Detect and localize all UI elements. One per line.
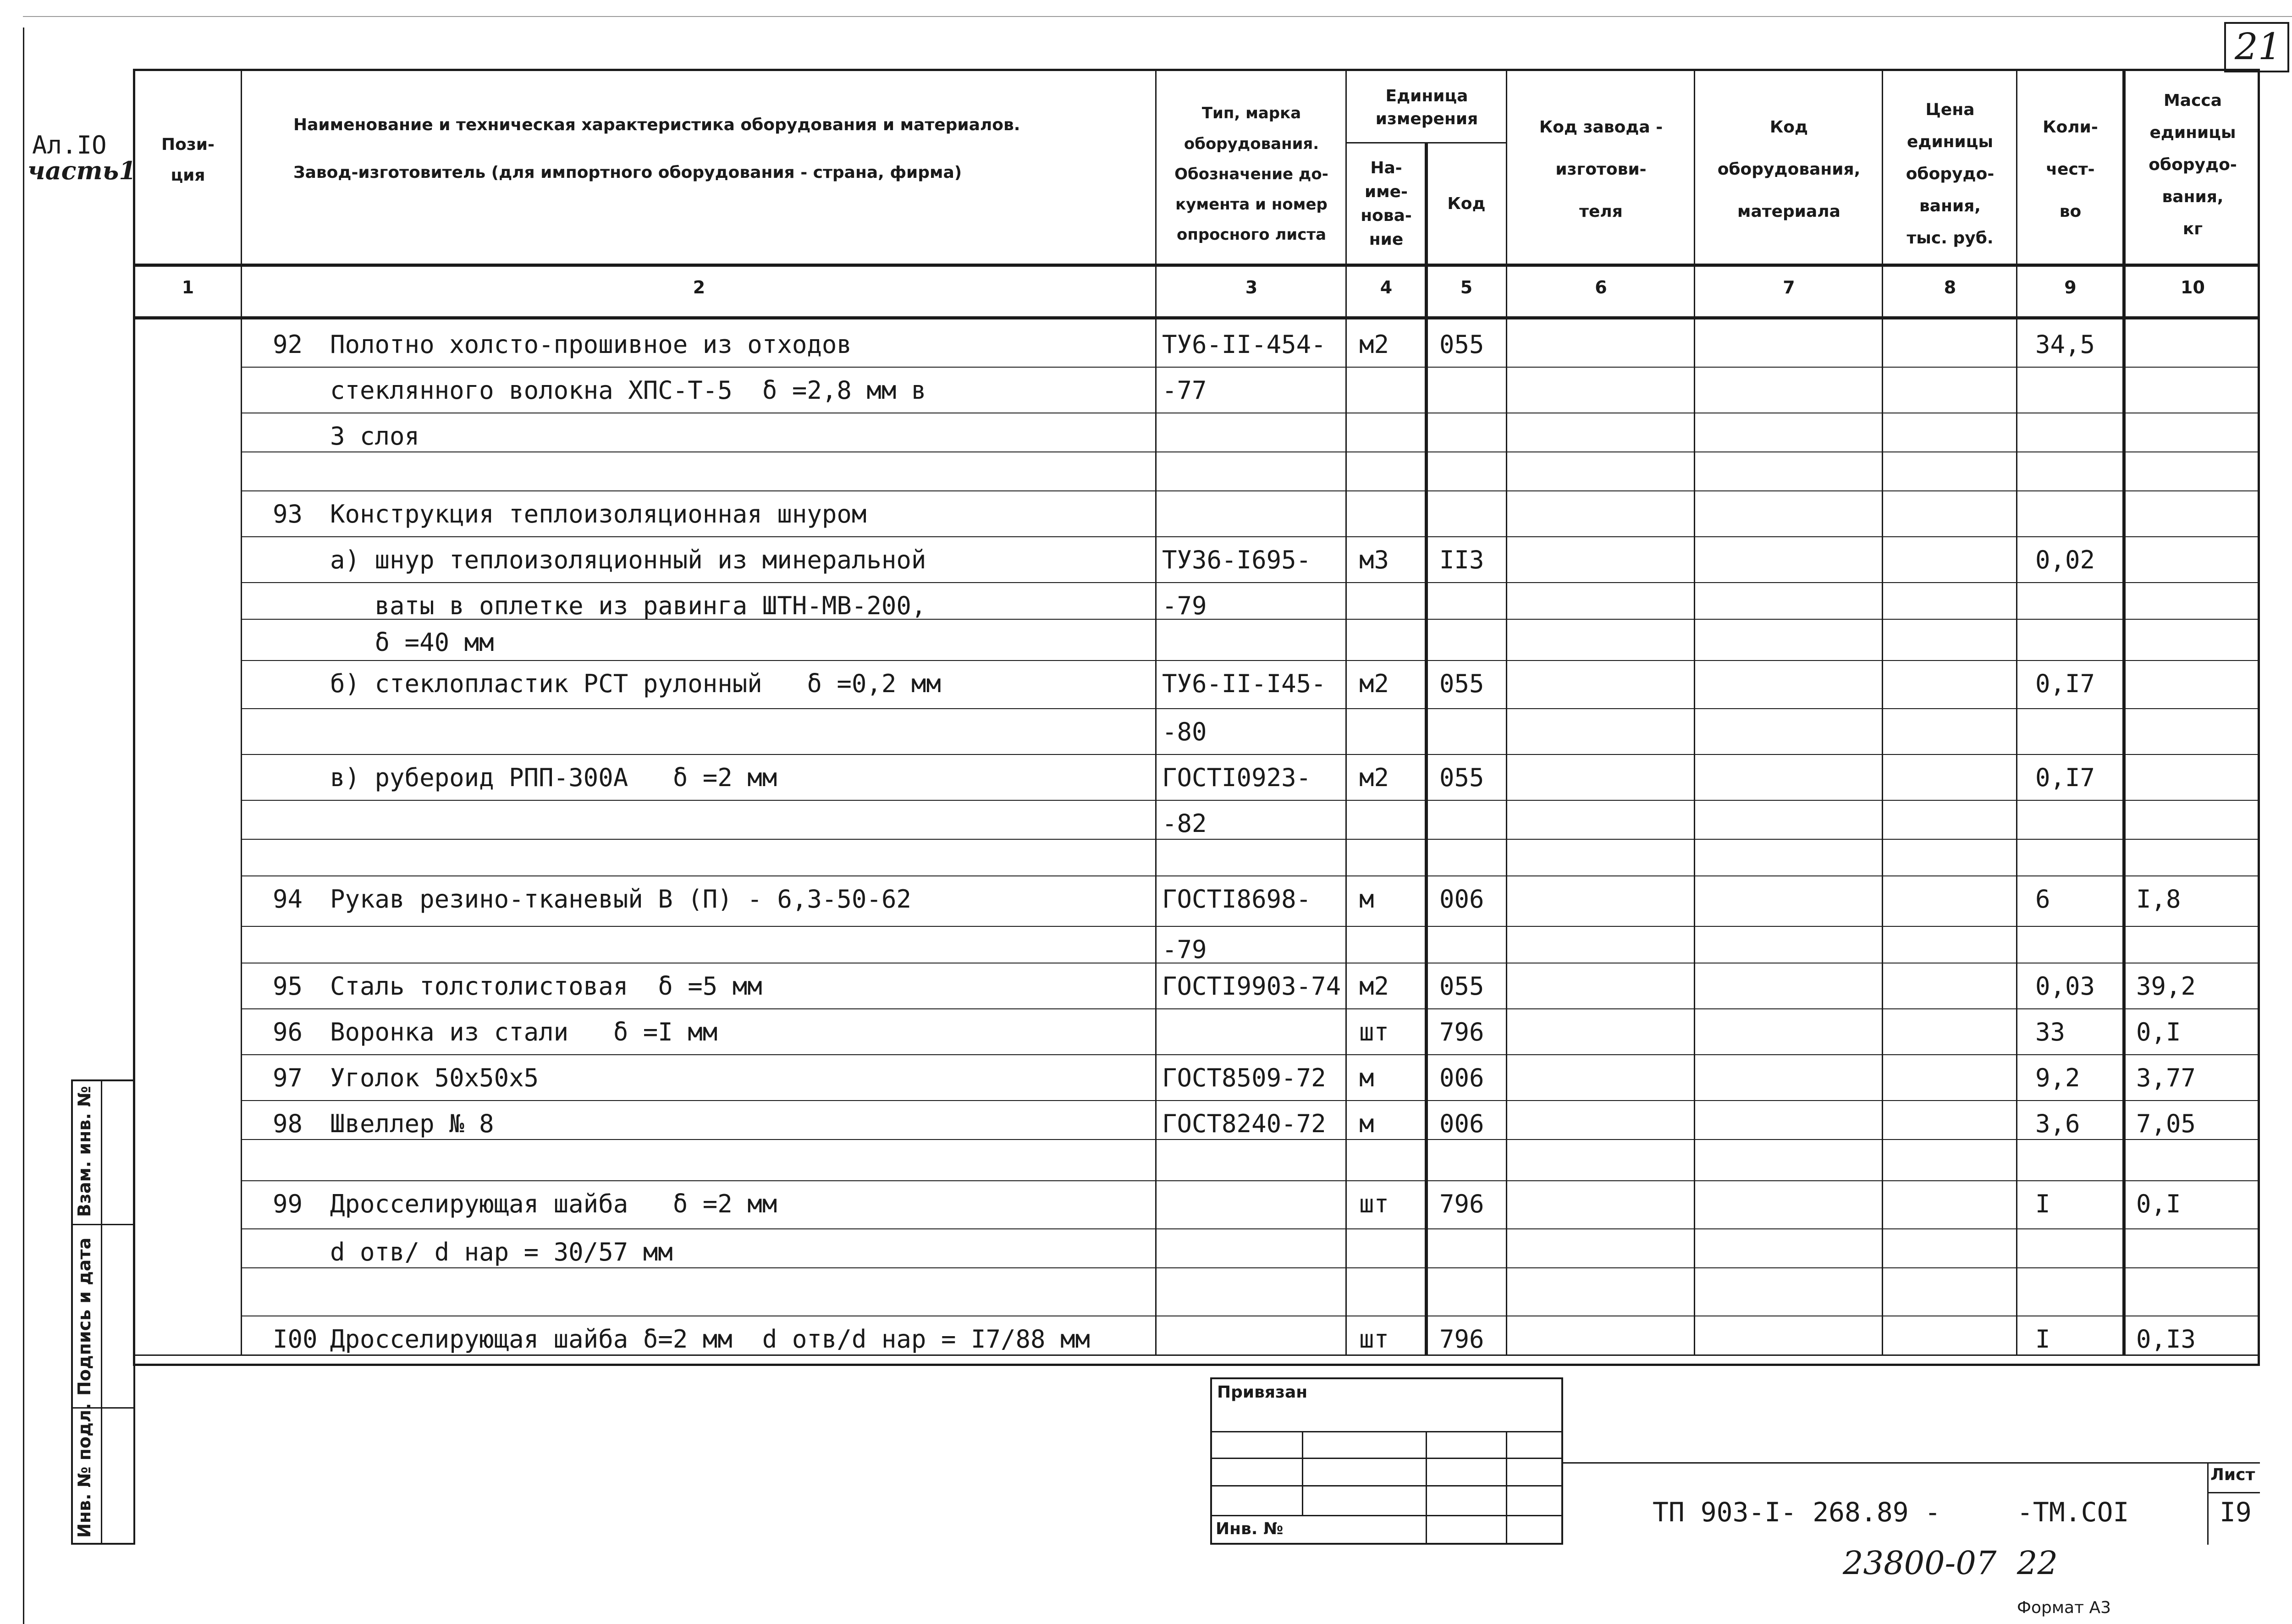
- row-name-cell: Конструкция теплоизоляционная шнуром: [330, 500, 867, 528]
- stamp-inv-label: Инв. №: [1216, 1519, 1284, 1538]
- row-name-cell: Швеллер № 8: [330, 1109, 494, 1138]
- stamp-line-c: [1210, 1485, 1563, 1486]
- row-type-cell: ГОСТ8509-72: [1162, 1063, 1326, 1092]
- colnum-2: 2: [693, 277, 705, 297]
- header-unit-group: Единица измерения: [1375, 86, 1478, 128]
- header-unit-name: На- име- нова- ние: [1361, 158, 1412, 249]
- colnum-5: 5: [1460, 277, 1473, 297]
- row-unit-cell: м: [1359, 1063, 1374, 1092]
- row-qty-cell: 0,03: [2035, 972, 2095, 1001]
- row-pos-cell: 97: [273, 1063, 303, 1092]
- stamp-line-d: [1210, 1515, 1563, 1516]
- stamp-line-a: [1210, 1431, 1563, 1432]
- stamp-vline-c: [1506, 1431, 1507, 1545]
- row-unit-cell: м: [1359, 885, 1374, 914]
- row-pos-cell: 95: [273, 972, 303, 1001]
- row-unit-cell: шт: [1359, 1325, 1389, 1354]
- row-code-cell: 055: [1439, 669, 1484, 698]
- colnum-1: 1: [182, 277, 194, 297]
- row-code-cell: 055: [1439, 763, 1484, 792]
- col-divider-5: [1506, 69, 1507, 1354]
- row-divider: [241, 1180, 2260, 1181]
- row-name-cell: ваты в оплетке из равинга ШТН-МВ-200,: [330, 591, 926, 620]
- row-name-cell: Сталь толстолистовая δ =5 мм: [330, 972, 762, 1001]
- row-pos-cell: 96: [273, 1018, 303, 1046]
- row-name-cell: б) стеклопластик РСТ рулонный δ =0,2 мм: [330, 669, 941, 698]
- side-stamp-podpis: Подпись и дата: [74, 1237, 94, 1396]
- col-divider-2: [1155, 69, 1157, 1354]
- row-type-cell: ГОСТ8240-72: [1162, 1109, 1326, 1138]
- row-qty-cell: 3,6: [2035, 1109, 2080, 1138]
- row-type-cell: -82: [1162, 809, 1207, 838]
- row-type-cell: ТУ6-II-I45-: [1162, 669, 1326, 698]
- row-type-cell: ГОСТI9903-74: [1162, 972, 1341, 1001]
- row-name-cell: d отв/ d нар = 30/57 мм: [330, 1238, 673, 1266]
- header-price: Цена единицы оборудо- вания, тыс. руб.: [1906, 100, 1994, 248]
- stamp-doc-code-left: ТП 903-I- 268.89 -: [1653, 1497, 1941, 1528]
- format-label: Формат А3: [2017, 1598, 2111, 1617]
- header-type: Тип, марка оборудования. Обозначение до- кумента и номер опросного листа: [1174, 104, 1328, 244]
- row-unit-cell: м2: [1359, 763, 1389, 792]
- row-qty-cell: 0,I7: [2035, 763, 2095, 792]
- row-unit-cell: м3: [1359, 545, 1389, 574]
- row-pos-cell: 99: [273, 1189, 303, 1218]
- row-name-cell: Рукав резино-тканевый В (П) - 6,3-50-62: [330, 885, 911, 914]
- col-divider-1: [241, 69, 242, 1354]
- row-qty-cell: 9,2: [2035, 1063, 2080, 1092]
- side-stamp-line-a: [71, 1224, 135, 1225]
- row-type-cell: -79: [1162, 935, 1207, 964]
- side-label-part: часть1: [28, 156, 136, 185]
- row-mass-cell: 3,77: [2136, 1063, 2196, 1092]
- row-name-cell: δ =40 мм: [330, 628, 494, 657]
- row-unit-cell: м2: [1359, 330, 1389, 359]
- row-code-cell: 006: [1439, 885, 1484, 914]
- row-code-cell: 006: [1439, 1109, 1484, 1138]
- header-equip-code: Код оборудования, материала: [1717, 118, 1861, 221]
- row-type-cell: ТУ36-I695-: [1162, 545, 1311, 574]
- row-name-cell: а) шнур теплоизоляционный из минеральной: [330, 545, 926, 574]
- row-type-cell: -77: [1162, 376, 1207, 405]
- col-divider-7: [1882, 69, 1883, 1354]
- colnum-3: 3: [1245, 277, 1258, 297]
- row-divider: [241, 451, 2260, 452]
- col-divider-3: [1345, 69, 1347, 1354]
- row-divider: [241, 536, 2260, 537]
- side-stamp-inner-line: [101, 1079, 102, 1545]
- header-bottom-line: [133, 264, 2260, 267]
- table-body-bottom-line: [133, 1354, 2260, 1356]
- row-type-cell: -79: [1162, 591, 1207, 620]
- row-name-cell: в) рубероид РПП-300А δ =2 мм: [330, 763, 777, 792]
- row-pos-cell: I00: [273, 1325, 318, 1354]
- row-type-cell: -80: [1162, 717, 1207, 746]
- row-code-cell: 055: [1439, 330, 1484, 359]
- row-name-cell: стеклянного волокна ХПС-Т-5 δ =2,8 мм в: [330, 376, 926, 405]
- colnum-bottom-line: [133, 316, 2260, 319]
- colnum-6: 6: [1595, 277, 1607, 297]
- row-mass-cell: 0,I: [2136, 1018, 2181, 1046]
- row-type-cell: ГОСТI8698-: [1162, 885, 1311, 914]
- row-divider: [241, 367, 2260, 368]
- stamp-doc-code-right: -ТМ.COI: [2017, 1497, 2129, 1528]
- row-code-cell: 055: [1439, 972, 1484, 1001]
- row-mass-cell: 0,I3: [2136, 1325, 2196, 1354]
- row-qty-cell: 0,I7: [2035, 669, 2095, 698]
- header-name: Наименование и техническая характеристика оборудования и материалов. Завод-изготовитель (для импортного оборудования - страна, фирма): [293, 115, 1020, 182]
- row-mass-cell: 7,05: [2136, 1109, 2196, 1138]
- side-stamp-inv-podl: Инв. № подл.: [74, 1403, 94, 1538]
- colnum-8: 8: [1944, 277, 1956, 297]
- stamp-sheet-label: Лист: [2210, 1465, 2255, 1484]
- sheet-left-border: [23, 28, 24, 1624]
- header-mass: Масса единицы оборудо- вания, кг: [2149, 91, 2237, 239]
- row-divider: [241, 1139, 2260, 1140]
- row-qty-cell: I: [2035, 1189, 2050, 1218]
- header-position: Пози- ция: [161, 135, 215, 185]
- header-unit-code: Код: [1447, 194, 1486, 213]
- header-maker-code: Код завода - изготови- теля: [1539, 118, 1663, 221]
- row-divider: [241, 1267, 2260, 1268]
- row-pos-cell: 94: [273, 885, 303, 914]
- row-mass-cell: 39,2: [2136, 972, 2196, 1001]
- col-divider-8: [2016, 69, 2017, 1354]
- row-name-cell: Дросселирующая шайба δ=2 мм d отв/d нар = I7/88 мм: [330, 1325, 1091, 1354]
- row-code-cell: 796: [1439, 1325, 1484, 1354]
- row-unit-cell: м: [1359, 1109, 1374, 1138]
- row-divider: [241, 754, 2260, 755]
- row-name-cell: Воронка из стали δ =I мм: [330, 1018, 718, 1046]
- colnum-9: 9: [2064, 277, 2077, 297]
- row-name-cell: Уголок 50х50х5: [330, 1063, 539, 1092]
- row-code-cell: 796: [1439, 1189, 1484, 1218]
- row-divider: [241, 660, 2260, 661]
- row-divider: [241, 490, 2260, 491]
- row-type-cell: ГОСТI0923-: [1162, 763, 1311, 792]
- row-mass-cell: I,8: [2136, 885, 2181, 914]
- handwritten-archive-number: 23800-07 22: [1843, 1544, 2058, 1582]
- colnum-10: 10: [2181, 277, 2205, 297]
- row-divider: [241, 1054, 2260, 1055]
- header-qty: Коли- чест- во: [2043, 118, 2098, 221]
- row-pos-cell: 92: [273, 330, 303, 359]
- row-name-cell: Дросселирующая шайба δ =2 мм: [330, 1189, 777, 1218]
- stamp-sheet-number: I9: [2220, 1497, 2252, 1528]
- row-qty-cell: 33: [2035, 1018, 2066, 1046]
- stamp-sheet-divider: [2207, 1462, 2209, 1545]
- col-divider-9: [2122, 69, 2126, 1354]
- colnum-7: 7: [1783, 277, 1795, 297]
- stamp-sheet-line: [2207, 1492, 2260, 1493]
- row-divider: [241, 1228, 2260, 1229]
- row-unit-cell: шт: [1359, 1189, 1389, 1218]
- row-name-cell: Полотно холсто-прошивное из отходов: [330, 330, 852, 359]
- col-divider-4: [1425, 142, 1428, 1354]
- row-code-cell: 006: [1439, 1063, 1484, 1092]
- row-qty-cell: 6: [2035, 885, 2050, 914]
- row-divider: [241, 875, 2260, 876]
- side-stamp-vzam: Взам. инв. №: [74, 1086, 94, 1217]
- row-divider: [241, 926, 2260, 927]
- row-type-cell: ТУ6-II-454-: [1162, 330, 1326, 359]
- stamp-main-top-line: [1563, 1462, 2260, 1464]
- row-divider: [241, 839, 2260, 840]
- stamp-vline-b: [1426, 1431, 1427, 1545]
- row-divider: [241, 582, 2260, 583]
- col-divider-6: [1694, 69, 1695, 1354]
- stamp-vline-a: [1302, 1431, 1303, 1515]
- row-name-cell: 3 слоя: [330, 422, 420, 451]
- stamp-line-b: [1210, 1458, 1563, 1459]
- row-unit-cell: шт: [1359, 1018, 1389, 1046]
- stamp-privyazan-label: Привязан: [1217, 1383, 1308, 1402]
- row-qty-cell: 34,5: [2035, 330, 2095, 359]
- row-divider: [241, 1100, 2260, 1101]
- row-unit-cell: м2: [1359, 972, 1389, 1001]
- sheet-top-border: [23, 16, 2292, 17]
- row-code-cell: 796: [1439, 1018, 1484, 1046]
- side-label-album: Ал.IO: [32, 131, 107, 160]
- colnum-4: 4: [1380, 277, 1393, 297]
- row-code-cell: II3: [1439, 545, 1484, 574]
- corner-page-number: 21: [2235, 25, 2281, 68]
- row-unit-cell: м2: [1359, 669, 1389, 698]
- row-divider: [241, 1008, 2260, 1009]
- row-divider: [241, 708, 2260, 709]
- row-pos-cell: 98: [273, 1109, 303, 1138]
- row-qty-cell: 0,02: [2035, 545, 2095, 574]
- row-qty-cell: I: [2035, 1325, 2050, 1354]
- row-pos-cell: 93: [273, 500, 303, 528]
- row-mass-cell: 0,I: [2136, 1189, 2181, 1218]
- row-divider: [241, 800, 2260, 801]
